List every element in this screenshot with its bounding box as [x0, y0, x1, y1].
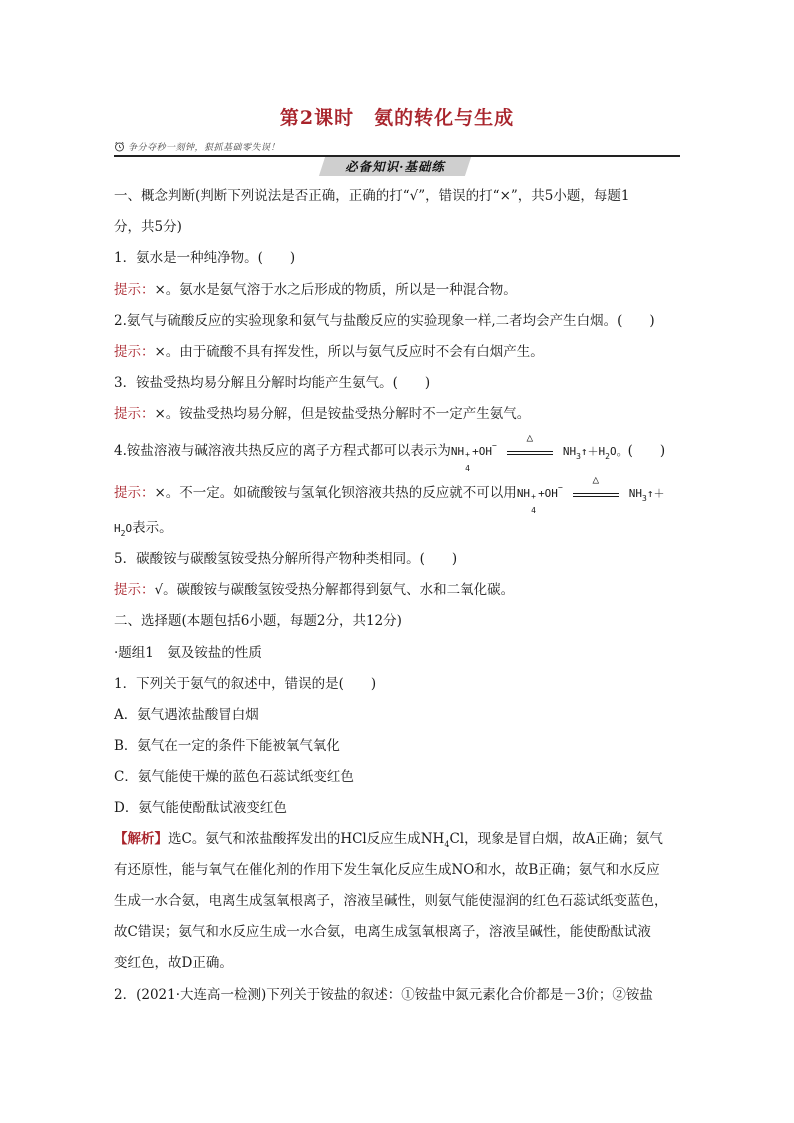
analysis-line-2: 有还原性，能与氧气在催化剂的作用下发生氧化反应生成NO和水，故B正确；氨气和水反应 [114, 862, 660, 878]
hint-4-cont: $H_2O$表示。 [114, 520, 173, 538]
hint-text: ×。不一定。如硫酸铵与氢氧化钡溶液共热的反应就不可以用 [154, 485, 517, 501]
equation: NH + 4 +OH− △ $NH_3↑+H_2O$。 [450, 431, 628, 473]
hint-label: 提示： [114, 344, 155, 360]
hint-1 [114, 281, 517, 299]
heat-symbol: △ [526, 431, 534, 444]
question-2: 2.氨气与硫酸反应的实验现象和氨气与盐酸反应的实验现象一样,二者均会产生白烟。( ) [114, 313, 655, 329]
hint-label: 提示： [114, 582, 155, 598]
heating-arrow [503, 431, 557, 461]
analysis-line-5: 变红色，故D正确。 [114, 955, 233, 971]
option-b: B．氨气在一定的条件下能被氧气氧化 [114, 738, 340, 754]
lesson-title: 第2课时 氨的转化与生成 [279, 107, 515, 129]
part2-heading: 二、选择题(本题包括6小题，每题2分，共12分) [114, 613, 402, 629]
hint-text: √。碳酸铵与碳酸氢铵受热分解都得到氨气、水和二氧化碳。 [154, 582, 515, 598]
equation: NH + 4 +OH− △ $NH_3↑+$ [516, 473, 665, 515]
answer-blank: ( ) [627, 443, 666, 459]
option-d: D．氨气能使酚酞试液变红色 [114, 800, 287, 816]
hint-text: ×。由于硫酸不具有挥发性，所以与氨气反应时不会有白烟产生。 [154, 344, 544, 360]
question-5: 5．碳酸铵与碳酸氢铵受热分解所得产物种类相同。( ) [114, 551, 458, 567]
analysis-line-1: 【解析】选C。氨气和浓盐酸挥发出的HCl反应生成$NH_4Cl$，现象是冒白烟，故A正确；氨气 [114, 831, 663, 849]
motto [114, 140, 280, 153]
hint-text: ×。铵盐受热均易分解，但是铵盐受热分解时不一定产生氨气。 [154, 406, 531, 422]
hint-label: 提示： [114, 485, 155, 501]
hint-3 [114, 405, 530, 423]
option-a: A．氨气遇浓盐酸冒白烟 [114, 707, 259, 723]
question-4-text: 4.铵盐溶液与碱溶液共热反应的离子方程式都可以表示为 [114, 443, 451, 459]
question-4 [114, 431, 666, 473]
analysis-line-3: 生成一水合氨，电离生成氢氧根离子，溶液呈碱性，则氨气能使湿润的红色石蕊试纸变蓝色， [114, 893, 668, 909]
hint-label: 提示： [114, 282, 155, 298]
motto-text: 争分夺秒一刻钟，狠抓基础零失误！ [128, 143, 281, 153]
option-c: C．氨气能使干燥的蓝色石蕊试纸变红色 [114, 769, 354, 785]
question-1: 1．氨水是一种纯净物。( ) [114, 250, 296, 266]
mc-question-1: 1．下列关于氨气的叙述中，错误的是( ) [114, 676, 377, 692]
part1-heading: 一、概念判断(判断下列说法是否正确，正确的打“√”，错误的打“×”，共5小题，每题1 [114, 188, 630, 204]
part1-heading-cont: 分，共5分) [114, 219, 182, 235]
hint-label: 提示： [114, 406, 155, 422]
hint-text: ×。氨水是氨气溶于水之后形成的物质，所以是一种混合物。 [154, 282, 517, 298]
analysis-line-4: 故C错误；氨气和水反应生成一水合氨，电离生成氢氧根离子，溶液呈碱性，能使酚酞试液 [114, 924, 651, 940]
hint-4 [114, 473, 665, 515]
question-3: 3．铵盐受热均易分解且分解时均能产生氨气。( ) [114, 375, 431, 391]
hint-5 [114, 581, 514, 599]
mc-question-2: 2．(2021·大连高一检测)下列关于铵盐的叙述：①铵盐中氮元素化合价都是－3价；②铵盐 [114, 987, 653, 1003]
question-group-label: ·题组1 氨及铵盐的性质 [114, 645, 262, 661]
heating-arrow: △ [569, 485, 623, 503]
hint-2 [114, 343, 544, 361]
analysis-tag: 【解析】 [114, 831, 168, 847]
alarm-clock-icon [114, 141, 125, 152]
section-label: 必备知识·基础练 [345, 159, 445, 174]
